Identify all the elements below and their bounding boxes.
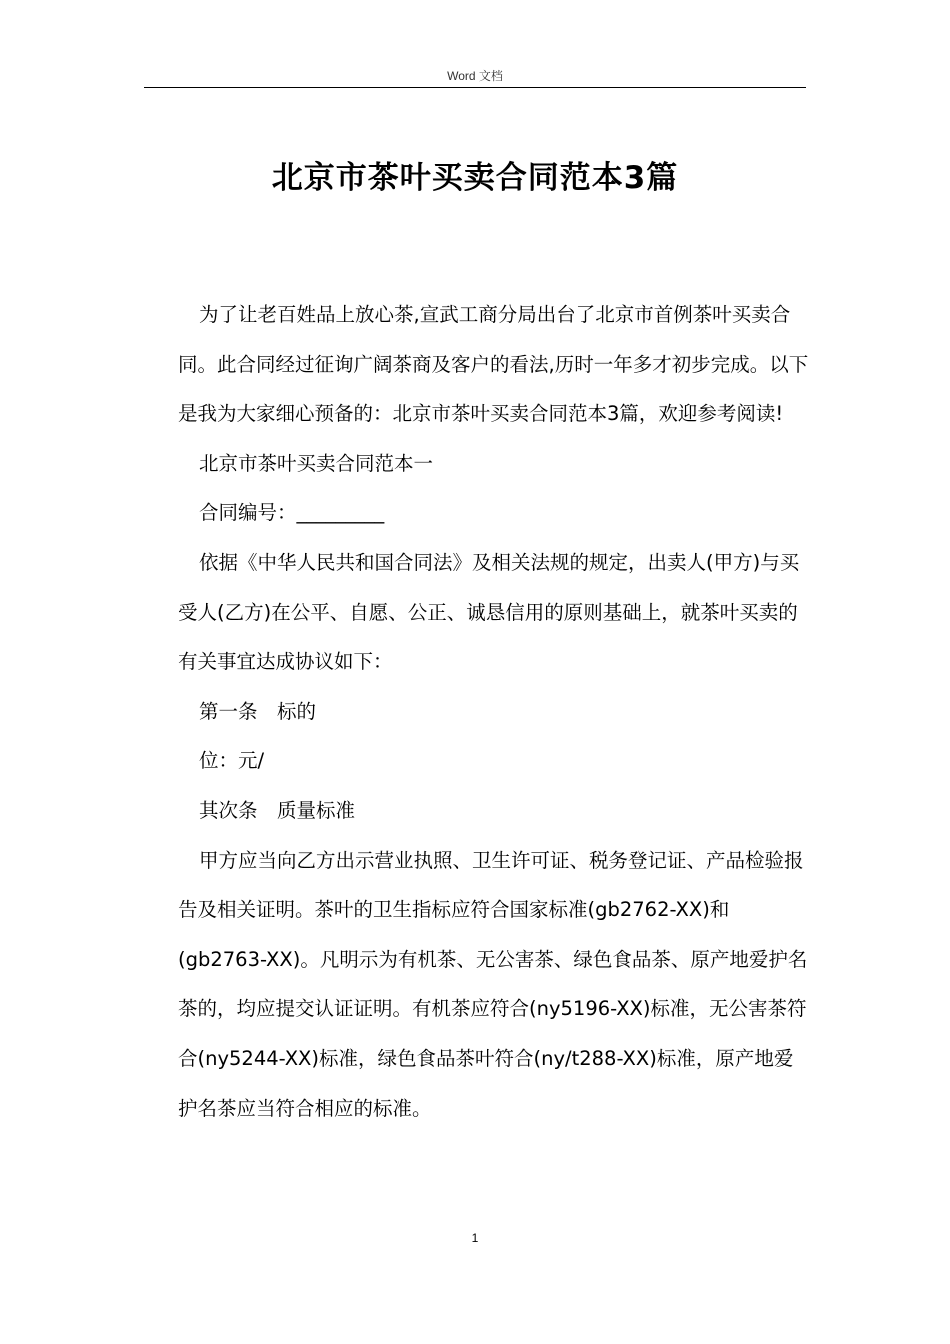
paragraph-contract-heading: 北京市茶叶买卖合同范本一 bbox=[199, 451, 434, 475]
document-body bbox=[178, 290, 810, 1133]
paragraph-article-two: 其次条 质量标准 bbox=[199, 798, 356, 822]
paragraph-contract-number: 合同编号：_________ bbox=[199, 501, 385, 525]
paragraph-article-one: 第一条 标的 bbox=[199, 699, 317, 723]
page-header: Word 文档 bbox=[447, 69, 503, 83]
document-title: 北京市茶叶买卖合同范本3篇 bbox=[271, 160, 679, 196]
paragraph-quality-standards: 甲方应当向乙方出示营业执照、卫生许可证、税务登记证、产品检验报告及相关证明。茶叶的卫生指标应符合国家标准(gb2762-XX)和(gb2763-XX)。凡明示为有机茶、无公害茶、绿色食品茶、原产地爱护名茶的，均应提交认证证明。有机茶应符合(ny5196-XX)标准，无公害茶符合(ny5244-XX)标准，绿色食品茶叶符合(ny/t288-XX)标准，原产地爱护名茶应当符合相应的标准。 bbox=[178, 848, 808, 1120]
header-divider bbox=[144, 87, 806, 88]
paragraph-intro: 为了让老百姓品上放心茶,宣武工商分局出台了北京市首例茶叶买卖合同。此合同经过征询广阔茶商及客户的看法,历时一年多才初步完成。以下是我为大家细心预备的：北京市茶叶买卖合同范本3篇，欢迎参考阅读! bbox=[178, 303, 809, 426]
paragraph-unit: 位：元/ bbox=[199, 749, 265, 773]
paragraph-legal-basis: 依据《中华人民共和国合同法》及相关法规的规定，出卖人(甲方)与买受人(乙方)在公平、自愿、公正、诚恳信用的原则基础上，就茶叶买卖的有关事宜达成协议如下： bbox=[178, 550, 800, 674]
page-number: 1 bbox=[471, 1231, 479, 1245]
